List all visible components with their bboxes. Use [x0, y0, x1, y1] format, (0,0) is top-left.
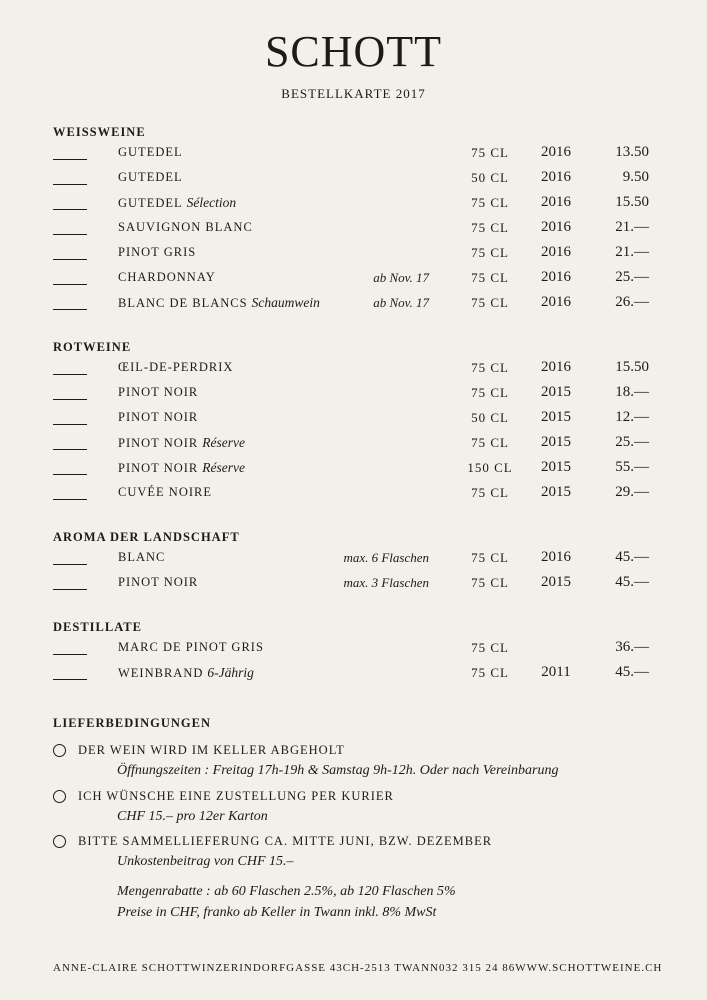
vintage: 2016 [541, 294, 571, 310]
wine-name [118, 245, 196, 260]
quantity-line[interactable] [53, 209, 87, 210]
wine-name [118, 385, 198, 400]
wine-row [53, 410, 653, 435]
wine-name [118, 435, 245, 451]
wine-qualifier: Schaumwein [251, 295, 320, 310]
wine-name [118, 460, 245, 476]
wine-name-text: PINOT NOIR [118, 385, 199, 399]
bottle-size: 75 CL [471, 485, 509, 500]
price: 9.50 [622, 169, 649, 185]
wine-row [53, 195, 653, 220]
quantity-line[interactable] [53, 309, 87, 310]
wine-name-text: WEINBRAND [118, 666, 204, 680]
wine-row [53, 640, 653, 665]
bottle-size: 50 CL [471, 410, 509, 425]
quantity-line[interactable] [53, 184, 87, 185]
bottle-size: 75 CL [471, 435, 509, 450]
wine-name [118, 220, 253, 235]
wine-row [53, 295, 653, 320]
quantity-line[interactable] [53, 499, 87, 500]
option-detail: CHF 15.– pro 12er Karton [117, 809, 268, 824]
quantity-line[interactable] [53, 474, 87, 475]
quantity-line[interactable] [53, 589, 87, 590]
wine-name-text: MARC DE PINOT GRIS [118, 640, 264, 654]
wine-name-text: CUVÉE NOIRE [118, 485, 212, 499]
vintage: 2015 [541, 434, 571, 450]
quantity-line[interactable] [53, 159, 87, 160]
vintage: 2016 [541, 144, 571, 160]
delivery-section [53, 716, 653, 736]
wine-name-text: SAUVIGNON BLANC [118, 220, 253, 234]
wine-row [53, 435, 653, 460]
wine-name [118, 640, 264, 655]
wine-name-text: PINOT NOIR [118, 410, 199, 424]
wine-qualifier: Sélection [186, 195, 237, 210]
vintage: 2016 [541, 244, 571, 260]
option-detail: Öffnungszeiten : Freitag 17h-19h & Samstag 9h-12h. Oder nach Vereinbarung [117, 763, 559, 778]
wine-note: ab Nov. 17 [373, 270, 429, 285]
wine-note: ab Nov. 17 [373, 295, 429, 310]
price: 15.50 [615, 359, 649, 375]
wine-row [53, 170, 653, 195]
wine-name [118, 550, 165, 565]
wine-name [118, 145, 183, 160]
wine-row [53, 220, 653, 245]
vintage: 2015 [541, 459, 571, 475]
section-1 [53, 340, 653, 510]
price: 13.50 [615, 144, 649, 160]
wine-name-text: PINOT NOIR [118, 461, 199, 475]
wine-row [53, 575, 653, 600]
wine-row [53, 270, 653, 295]
page-subtitle: BESTELLKARTE 2017 [281, 86, 426, 101]
section-title: AROMA DER LANDSCHAFT [53, 530, 240, 544]
section-0 [53, 125, 653, 320]
wine-name-text: PINOT NOIR [118, 436, 199, 450]
wine-name-text: CHARDONNAY [118, 270, 216, 284]
delivery-remark: Mengenrabatte : ab 60 Flaschen 2.5%, ab 120 Flaschen 5% [117, 884, 456, 899]
wine-name-text: GUTEDEL [118, 196, 183, 210]
quantity-line[interactable] [53, 234, 87, 235]
footer [53, 962, 663, 974]
wine-row [53, 360, 653, 385]
price: 21.— [615, 244, 649, 260]
footer-name: ANNE-CLAIRE SCHOTT [53, 962, 191, 974]
option-detail: Unkostenbeitrag von CHF 15.– [117, 854, 294, 869]
vintage: 2016 [541, 359, 571, 375]
price: 45.— [615, 549, 649, 565]
option-label: ICH WÜNSCHE EINE ZUSTELLUNG PER KURIER [78, 789, 394, 803]
bottle-size: 75 CL [471, 295, 509, 310]
wine-name-text: GUTEDEL [118, 145, 183, 159]
quantity-line[interactable] [53, 654, 87, 655]
quantity-line[interactable] [53, 424, 87, 425]
wine-row [53, 550, 653, 575]
bottle-size: 75 CL [471, 220, 509, 235]
wine-note: max. 6 Flaschen [343, 550, 429, 565]
option-radio[interactable] [53, 744, 66, 757]
footer-city: CH-2513 TWANN [342, 962, 439, 974]
wine-qualifier: 6-Jährig [207, 665, 254, 680]
wine-name [118, 195, 236, 211]
wine-name-text: PINOT NOIR [118, 575, 199, 589]
wine-row [53, 385, 653, 410]
wine-row [53, 245, 653, 270]
price: 29.— [615, 484, 649, 500]
delivery-remark: Preise in CHF, franko ab Keller in Twann inkl. 8% MwSt [117, 905, 437, 920]
bottle-size: 75 CL [471, 385, 509, 400]
vintage: 2016 [541, 169, 571, 185]
wine-name [118, 410, 198, 425]
bottle-size: 50 CL [471, 170, 509, 185]
wine-name-text: GUTEDEL [118, 170, 183, 184]
price: 18.— [615, 384, 649, 400]
price: 55.— [615, 459, 649, 475]
option-label: BITTE SAMMELLIEFERUNG CA. MITTE JUNI, BZW. DEZEMBER [78, 834, 493, 848]
wine-row [53, 485, 653, 510]
vintage: 2015 [541, 384, 571, 400]
section-title: WEISSWEINE [53, 125, 146, 139]
vintage: 2015 [541, 484, 571, 500]
quantity-line[interactable] [53, 284, 87, 285]
option-radio[interactable] [53, 835, 66, 848]
vintage: 2016 [541, 194, 571, 210]
footer-web[interactable]: WWW.SCHOTTWEINE.CH [515, 962, 663, 974]
wine-row [53, 460, 653, 485]
option-radio[interactable] [53, 790, 66, 803]
vintage: 2015 [541, 574, 571, 590]
price: 36.— [615, 639, 649, 655]
footer-phone: 032 315 24 86 [439, 962, 516, 974]
wine-name-text: PINOT GRIS [118, 245, 197, 259]
quantity-line[interactable] [53, 679, 87, 680]
vintage: 2016 [541, 219, 571, 235]
price: 12.— [615, 409, 649, 425]
footer-street: DORFGASSE 43 [252, 962, 343, 974]
wine-name-text: BLANC DE BLANCS [118, 296, 248, 310]
quantity-line[interactable] [53, 259, 87, 260]
bottle-size: 150 CL [467, 460, 513, 475]
bottle-size: 75 CL [471, 360, 509, 375]
section-2 [53, 530, 653, 600]
price: 21.— [615, 219, 649, 235]
bottle-size: 75 CL [471, 245, 509, 260]
quantity-line[interactable] [53, 374, 87, 375]
wine-name [118, 295, 320, 311]
quantity-line[interactable] [53, 399, 87, 400]
price: 45.— [615, 664, 649, 680]
bottle-size: 75 CL [471, 575, 509, 590]
wine-qualifier: Réserve [202, 460, 245, 475]
wine-row [53, 665, 653, 690]
wine-row [53, 145, 653, 170]
bottle-size: 75 CL [471, 640, 509, 655]
price: 15.50 [615, 194, 649, 210]
section-title: ROTWEINE [53, 340, 132, 354]
wine-name [118, 485, 212, 500]
vintage: 2016 [541, 269, 571, 285]
section-3 [53, 620, 653, 690]
option-label: DER WEIN WIRD IM KELLER ABGEHOLT [78, 743, 345, 757]
wine-name [118, 665, 254, 681]
price: 25.— [615, 434, 649, 450]
section-title: DESTILLATE [53, 620, 142, 634]
footer-role: WINZERIN [190, 962, 253, 974]
price: 45.— [615, 574, 649, 590]
bottle-size: 75 CL [471, 665, 509, 680]
quantity-line[interactable] [53, 449, 87, 450]
quantity-line[interactable] [53, 564, 87, 565]
wine-name [118, 170, 183, 185]
bottle-size: 75 CL [471, 550, 509, 565]
vintage: 2015 [541, 409, 571, 425]
wine-name [118, 270, 216, 285]
bottle-size: 75 CL [471, 145, 509, 160]
wine-note: max. 3 Flaschen [343, 575, 429, 590]
bottle-size: 75 CL [471, 270, 509, 285]
section-title: LIEFERBEDINGUNGEN [53, 716, 211, 730]
vintage: 2016 [541, 549, 571, 565]
wine-name-text: BLANC [118, 550, 166, 564]
price: 26.— [615, 294, 649, 310]
wine-name [118, 575, 198, 590]
bottle-size: 75 CL [471, 195, 509, 210]
wine-qualifier: Réserve [202, 435, 245, 450]
wine-name-text: ŒIL-DE-PERDRIX [118, 360, 234, 374]
vintage: 2011 [541, 664, 571, 680]
page-title: SCHOTT [264, 27, 443, 76]
wine-name [118, 360, 233, 375]
price: 25.— [615, 269, 649, 285]
